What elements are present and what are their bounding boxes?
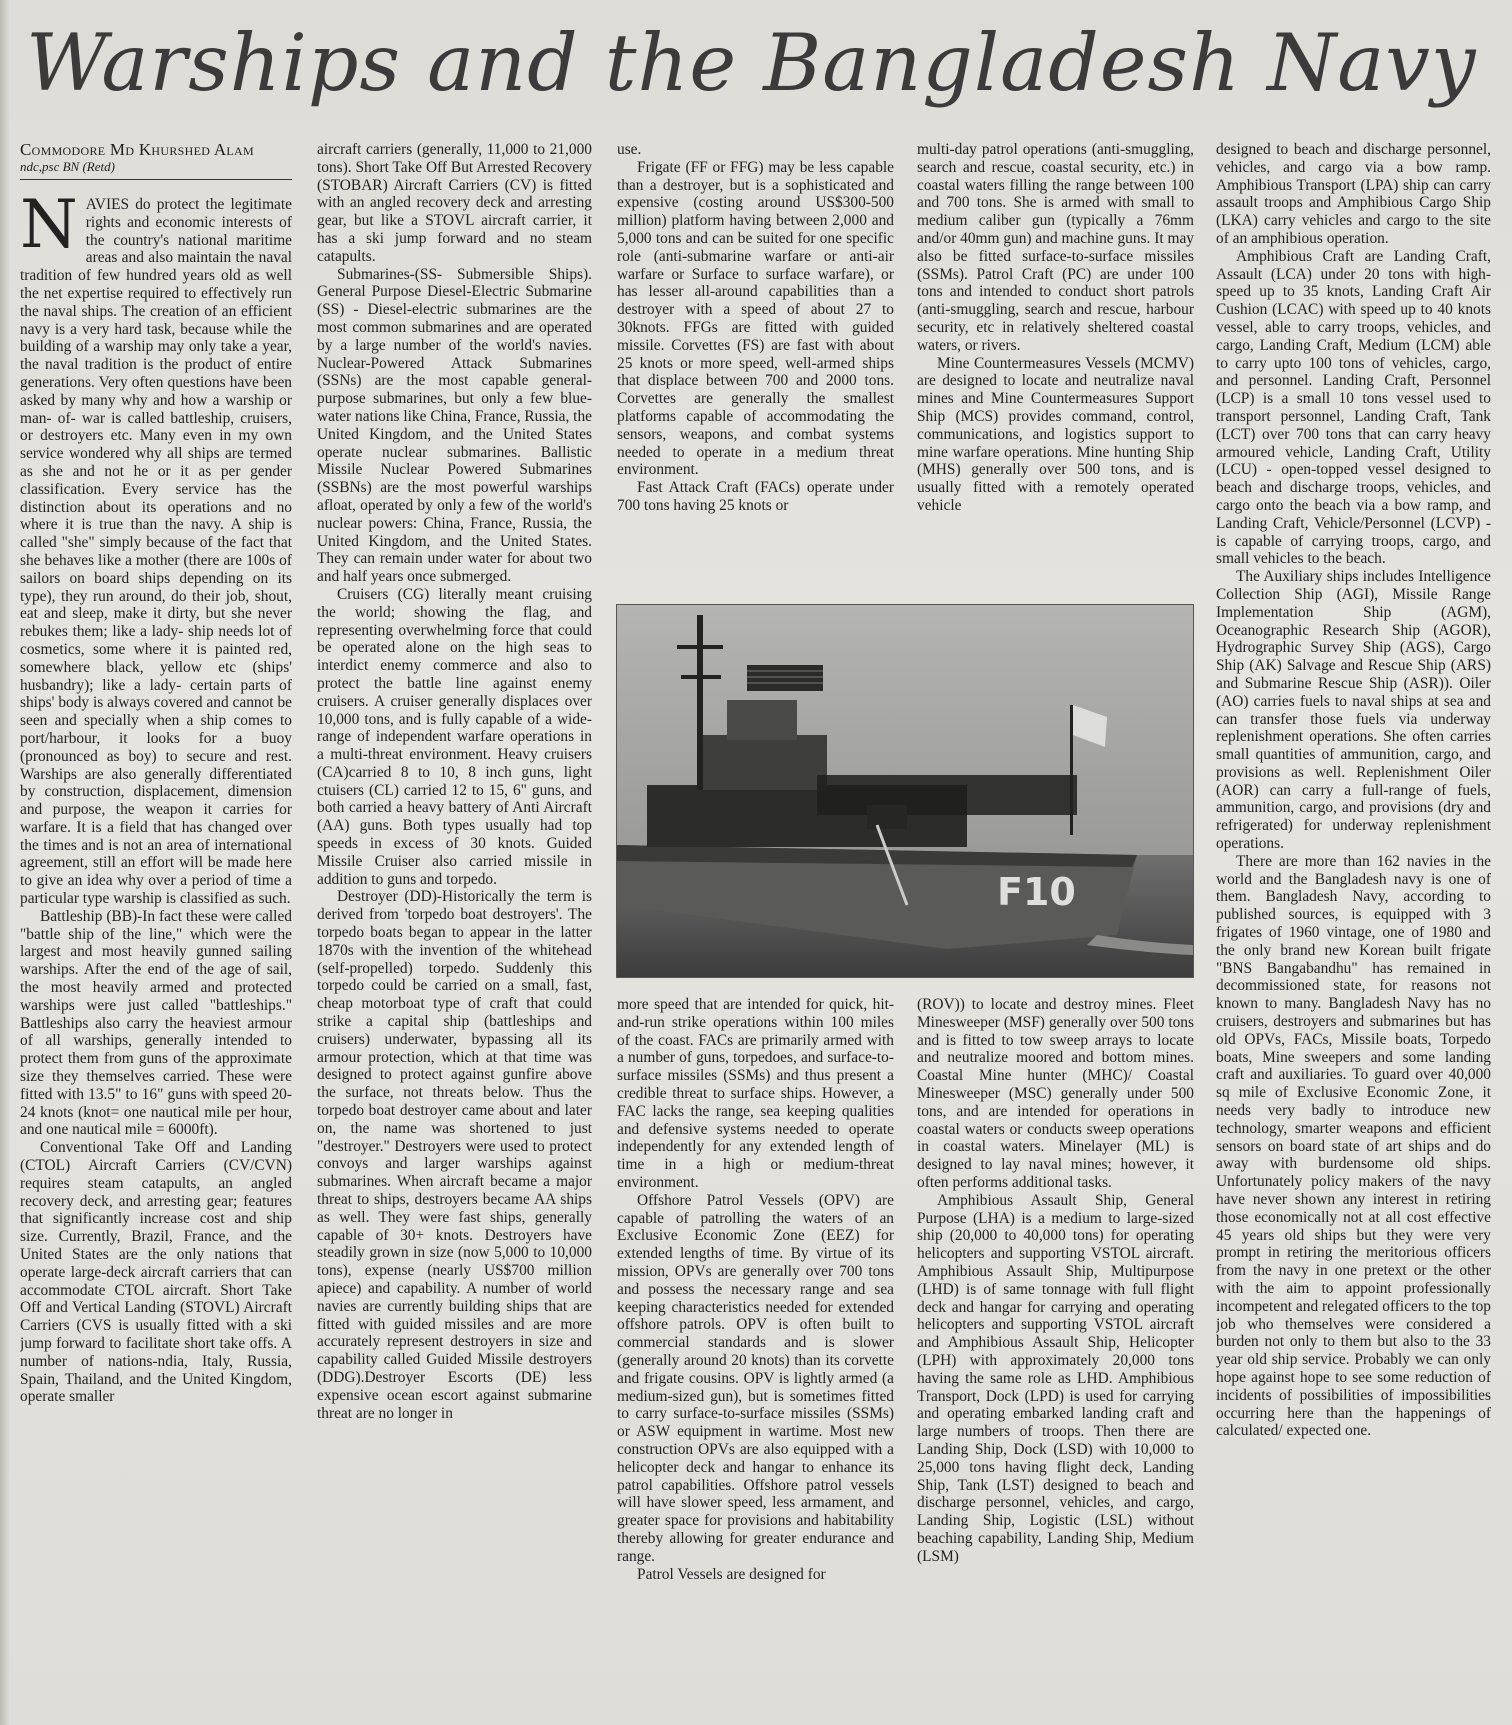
flagstaff [1070, 705, 1073, 835]
column-3-lower [617, 996, 894, 1716]
column-3-upper [617, 141, 894, 593]
paragraph: Cruisers (CG) literally meant cruising the world; showing the flag, and representing overwhelming force that could be operated alone on the high seas to interdict enemy commerce and also to protect the battle line against enemy cruisers. A cruiser generally displaces over 10,000 tons, and is fully capable of a wide-range of independent warfare operations in a multi-threat environment. Heavy cruisers (CA)carried 8 to 10, 8 inch guns, light ctuisers (CL) carried 12 to 15, 6" guns, and both carried a heavy battery of Anti Aircraft (AA) guns. Both types usually had top speeds in excess of 30 knots. Guided Missile Cruiser also carried missile in addition to guns and torpedo. [317, 585, 592, 888]
drop-cap: N [20, 196, 78, 263]
paragraph: Conventional Take Off and Landing (CTOL) Aircraft Carriers (CV/CVN) requires steam catapults, an angled recovery deck, and arresting gear; features that significantly increase cost and ship size. Currently, Brazil, France, and the United States are the only nations that operate large-deck aircraft carriers that can accommodate CTOL aircraft. Short Take Off and Vertical Landing (STOVL) Aircraft Carriers (CVS is usually fitted with a ski jump forward to facilitate short take offs. A number of nations-ndia, Italy, Russia, Spain, Thailand, and the United Kingdom, operate smaller [20, 1139, 292, 1406]
paragraph: Submarines-(SS- Submersible Ships). General Purpose Diesel-Electric Submarine (SS) - Diesel-electric submarines are the most common submarines and are operated by a large number of the world's navies. Nuclear-Powered Attack Submarines (SSNs) are the most capable general-purpose submarines, but only a few blue-water nations like China, France, Russia, the United Kingdom, and the United States operate nuclear submarines. Ballistic Missile Nuclear Powered Submarines (SSBNs) are the most powerful warships afloat, operated by only a few of the world's nuclear powers: China, France, Russia, the United Kingdom, and the United States. They can remain under water for about two and half years once submerged. [317, 265, 592, 586]
paragraph: (ROV)) to locate and destroy mines. Fleet Minesweeper (MSF) generally over 500 tons and is fitted to tow sweep arrays to locate and neutralize moored and bottom mines. Coastal Mine hunter (MHC)/ Coastal Minesweeper (MSC) generally under 500 tons, and are intended for operations in coastal waters or conducts sweep operations in coastal waters. Minelayer (ML) is designed to lay naval mines; however, it often performs additional tasks. [917, 996, 1194, 1191]
paragraph: Mine Countermeasures Vessels (MCMV) are designed to locate and neutralize naval mines and Mine Countermeasures Support Ship (MCS) provides command, control, communications, and logistics support to mine warfare operations. Mine hunting Ship (MHS) generally over 500 tons, and is usually fitted with a remotely operated vehicle [917, 354, 1194, 514]
ship-mast [697, 615, 703, 790]
author-credentials: ndc,psc BN (Retd) [20, 159, 115, 174]
paragraph: The Auxiliary ships includes Intelligence Collection Ship (AGI), Missile Range Implementation Ship (AGM), Oceanographic Research Ship (AGOR), Hydrographic Survey Ship (AGS), Cargo Ship (AK) Salvage and Rescue Ship (ARS) and Submarine Rescue Ship (ASR)). Oiler (AO) carries fuels to naval ships at sea and can transfer those fuels via underway replenishment operations. She often carries small quantities of ammunition, cargo, and provisions as well. Replenishment Oiler (AOR) can carry a full-range of fuels, ammunition, cargo, and provisions (dry and refrigerated) for underway replenishment operations. [1216, 568, 1491, 853]
paragraph: Frigate (FF or FFG) may be less capable than a destroyer, but is a sophisticated and expensive (costing around US$300-500 million) platform having between 2,000 and 5,000 tons and can be suited for one specific role (anti-submarine warfare or anti-air warfare or Surface to surface warfare), or has lesser all-around capabilities than a destroyer with a speed of about 27 to 30knots. FFGs are fitted with guided missile. Corvettes (FS) are fast with about 25 knots or more speed, well-armed ships that displace between 700 and 2000 tons. Corvettes are generally the smallest platforms capable of accommodating the sensors, weapons, and combat systems needed to operate in a medium threat environment. [617, 158, 894, 479]
paragraph: Patrol Vessels are designed for [637, 1565, 826, 1583]
paragraph: Battleship (BB)-In fact these were called "battle ship of the line," which were the largest and most heavily gunned sailing warships. After the end of the age of sail, the most heavily armed and protected warships were just called "battleships." Battleships also carry the heaviest armour of all warships, generally intended to protect them from guns of the approximate size they themselves carried. These were fitted with 13.5" to 16" guns with speed 20-24 knots (knot= one nautical mile per hour, and one nautical mile = 6000ft). [20, 907, 292, 1139]
radar-array [747, 665, 823, 691]
warship-photo [616, 604, 1194, 978]
warship-illustration [617, 605, 1193, 977]
paragraph: NAVIES do protect the legitimate rights and economic interests of the country's national maritime areas and also maintain the naval tradition of few hundred years old as well the net expertise required to effectively run the naval ships. The creation of an efficient navy is a very hard task, because while the building of a warship may only take a year, the naval tradition is the product of entire generations. Very often questions have been asked by many why and how a warship or man- of- war is called battleship, cruisers, or destroyers etc. Many even in my own service wondered why all ships are termed as she and not he or it as per gender classification. Every service has the distinction about its operations and no where it is true than the navy. A ship is called "she" simply because of the fact that she behaves like a mother (there are 100s of sailors on board ships depending on its type), they run around, do their job, shout, eat and sleep, make it dirty, but she never rebukes them; like a lady- ship needs lot of cosmetics, some where it is painted red, somewhere black, yellow etc (ships' husbandry); like a lady- certain parts of ships' body is always covered and cannot be seen and specially when a ship comes to port/harbour, it looks for a buoy (pronounced as boy) to secure and rest. Warships are also generally differentiated by construction, displacement, dimension and purpose, the weapon it carries for warfare. It is a field that has changed over the times and is not an area of international agreement, still an effort will be made here to give an idea why over a period of time a particular type warship is classified as such. [20, 196, 292, 908]
column-1 [20, 196, 292, 1716]
paragraph: designed to beach and discharge personnel, vehicles, and cargo via a bow ramp. Amphibious Transport (LPA) ship can carry assault troops and Amphibious Cargo Ship (LKA) carry vehicles and cargo to the site of an amphibious operation. [1216, 141, 1491, 247]
paragraph: use. [617, 141, 642, 158]
paragraph: Amphibious Assault Ship, General Purpose (LHA) is a medium to large-sized ship (20,000 to 40,000 tons) for operating helicopters and supporting VSTOL aircraft. Amphibious Assault Ship, Multipurpose (LHD) is of same tonnage with full flight deck and hangar for carrying and operating helicopters and supporting VSTOL aircraft and Amphibious Assault Ship, Helicopter (LPH) with approximately 20,000 tons having the same role as LHD. Amphibious Transport, Dock (LPD) is used for carrying and operating embarked landing craft and large numbers of troops. Then there are Landing Ship, Dock (LSD) with 10,000 to 25,000 tons having flight deck, Landing Ship, Tank (LST) designed to beach and discharge personnel, vehicles, and cargo, Landing Ship, Logistic (LSL) without beaching capability, Landing Ship, Medium (LSM) [917, 1191, 1194, 1565]
article-title: Warships and the Bangladesh Navy [26, 17, 1477, 109]
paragraph: more speed that are intended for quick, hit-and-run strike operations within 100 miles of the coast. FACs are primarily armed with a number of guns, torpedoes, and surface-to-surface missiles (SSMs) and thus present a credible threat to surface ships. However, a FAC lacks the range, sea keeping qualities and defensive systems needed to operate independently for any extended length of time in a high or medium-threat environment. [617, 996, 894, 1191]
column-4-lower [917, 996, 1194, 1716]
crew-on-deck [817, 775, 1077, 815]
paragraph: multi-day patrol operations (anti-smuggling, search and rescue, coastal security, etc.) in coastal waters filling the range between 100 and 700 tons. She is armed with small to medium caliber gun (typically a 76mm and/or 40mm gun) and machine guns. It may also be fitted surface-to-surface missiles (SSMs). Patrol Craft (PC) are under 100 tons and intended to conduct short patrols (anti-smuggling, search and rescue, harbour security, etc in relatively sheltered coastal waters, or rivers. [917, 141, 1194, 354]
paragraph: aircraft carriers (generally, 11,000 to 21,000 tons). Short Take Off But Arrested Recovery (STOBAR) Aircraft Carriers (CV) is fitted with an angled recovery deck and arresting gear, but like a STOVL aircraft carrier, it has a ski jump forward and no steam catapults. [317, 141, 592, 265]
scan-edge [0, 0, 10, 1725]
column-4-upper [917, 141, 1194, 593]
byline [20, 140, 292, 180]
paragraph: Fast Attack Craft (FACs) operate under 700 tons having 25 knots or [617, 479, 894, 514]
column-2 [317, 141, 592, 1716]
author-name: Commodore Md Khurshed Alam [20, 140, 254, 159]
paragraph: Amphibious Craft are Landing Craft, Assault (LCA) under 20 tons with high-speed up to 35 knots, Landing Craft Air Cushion (LCAC) with speed up to 40 knots vessel, able to carry troops, vehicles, and cargo, Landing Craft, Medium (LCM) able to carry upto 100 tons of vehicles, cargo, and personnel. Landing Craft, Personnel (LCP) is a small 10 tons vessel used to transport personnel, Landing Craft, Tank (LCT) over 700 tons that can carry heavy armoured vehicle, Landing Craft, Utility (LCU) - open-topped vessel designed to beach and discharge troops, vehicles, and cargo onto the beach via a bow ramp, and Landing Craft, Vehicle/Personnel (LCVP) - is capable of carrying troops, cargo, and small vehicles to the beach. [1216, 247, 1491, 568]
hull-number: F10 [997, 870, 1076, 914]
column-5 [1216, 141, 1491, 1716]
paragraph: Offshore Patrol Vessels (OPV) are capable of patrolling the waters of an Exclusive Economic Zone (EEZ) for extended lengths of time. By virtue of its mission, OPVs are generally over 700 tons and possess the necessary range and sea keeping characteristics needed for extended offshore patrols. OPV is often built to commercial standards and is slower (generally around 20 knots) than its corvette and frigate cousins. OPV is lightly armed (a medium-sized gun), but is sometimes fitted to carry surface-to-surface missiles (SSMs) or ASW equipment in wartime. Most new construction OPVs are also equipped with a helicopter deck and hangar to enhance its patrol capabilities. Offshore patrol vessels will have slower speed, less armament, and greater space for provisions and habitability thereby allowing for greater endurance and range. [617, 1191, 894, 1565]
paragraph: Destroyer (DD)-Historically the term is derived from 'torpedo boat destroyers'. The torpedo boats began to appear in the latter 1870s with the invention of the whitehead (self-propelled) torpedo. Suddenly this torpedo could be carried on a small, fast, cheap motorboat type of craft that could strike a capital ship (battleships and cruisers) underwater, bypassing all its armour protection, which at that time was designed to protect against gunfire above the surface, not threats below. Thus the torpedo boat destroyer came about and later on, the name was shortened to just "destroyer." Destroyers were used to protect convoys and larger warships against submarines. When aircraft became a major threat to ships, destroyers became AA ships as well. They were fast ships, generally capable of 30+ knots. Destroyers have steadily grown in size (now 5,000 to 10,000 tons), expense (nearly US$700 million apiece) and capability. A number of world navies are currently building ships that are fitted with guided missiles and are more accurately represent destroyers in size and capability called Guided Missile destroyers (DDG).Destroyer Escorts (DE) less expensive ocean escort against submarine threat are no longer in [317, 888, 592, 1422]
paragraph: There are more than 162 navies in the world and the Bangladesh navy is one of them. Bangladesh Navy, according to published sources, is equipped with 3 frigates of 1960 vintage, one of 1980 and the only brand new Korean built frigate "BNS Bangabandhu" has remained in decommissioned state, for reasons not known to many. Bangladesh Navy has no cruisers, destroyers and submarines but has old OPVs, FACs, Missile boats, Torpedo boats, Mine sweepers and some landing craft and auxiliaries. To guard over 40,000 sq mile of Exclusive Economic Zone, it needs very badly to introduce new technology, smarter weapons and efficient sensors on board state of art ships and do away with burdensome old ships. Unfortunately policy makers of the navy have never shown any interest in retiring those economically not at all cost effective 45 years old ships but they were very prompt in retiring the meritorious officers from the navy in one pretext or the other with the aim to appoint professionally incompetent and relegated officers to the top job who themselves were considered a burden not only to them but also to the 33 year old ship service. Probably we can only hope against hope to see some reduction of incidents of possibilities of impossibilities occurring here than the happenings of calculated/ expected one. [1216, 852, 1491, 1440]
